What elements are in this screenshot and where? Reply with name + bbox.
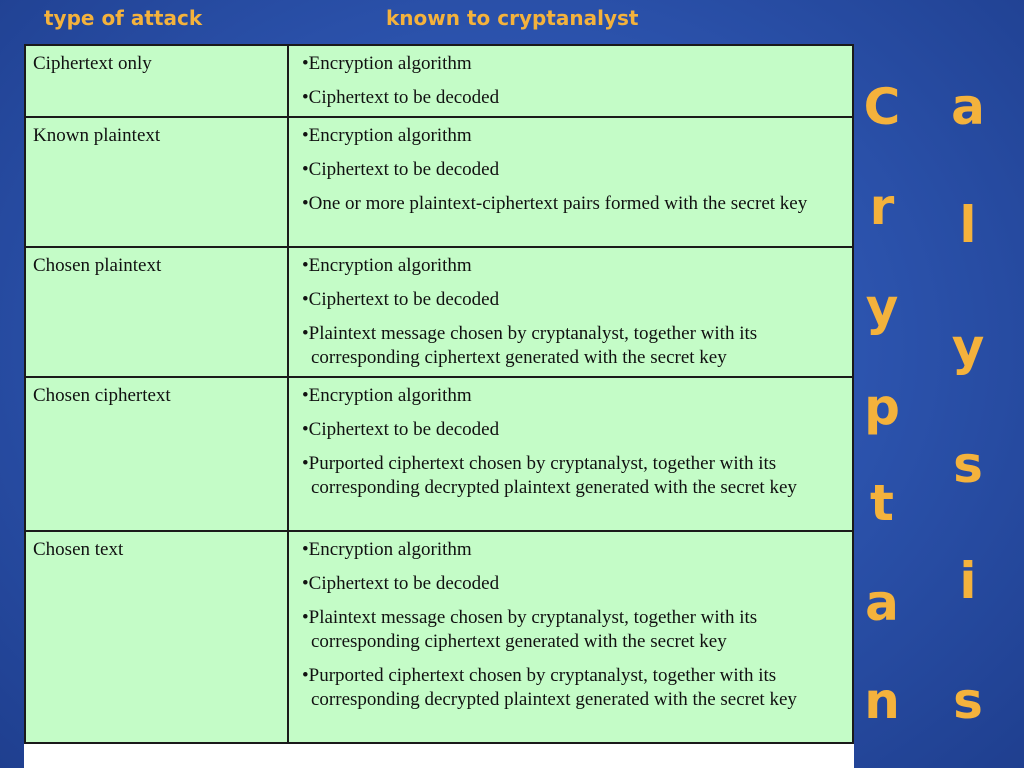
known-item: •Purported ciphertext chosen by cryptanalyst, together with its corresponding decrypted plaintext generated with the secret key: [302, 453, 797, 498]
known-item: •Ciphertext to be decoded: [302, 289, 500, 310]
attack-type-cell: Known plaintext: [25, 117, 288, 247]
title-letter: p: [864, 378, 900, 436]
title-letter: s: [953, 436, 983, 494]
attack-table-panel: [24, 44, 854, 768]
attack-types-table: [24, 44, 854, 744]
title-letter: n: [864, 672, 900, 730]
known-item: •Encryption algorithm: [302, 539, 472, 560]
title-letter: i: [959, 552, 977, 610]
attack-type-cell: Ciphertext only: [25, 45, 288, 117]
known-item: •Encryption algorithm: [302, 385, 472, 406]
known-item: •Plaintext message chosen by cryptanalyst, together with its corresponding ciphertext generated with the secret key: [302, 607, 758, 652]
title-letter: y: [951, 318, 985, 376]
attack-type-cell: Chosen ciphertext: [25, 377, 288, 531]
table-row: [25, 247, 853, 377]
table-row: [25, 117, 853, 247]
known-item: •Purported ciphertext chosen by cryptanalyst, together with its corresponding decrypted plaintext generated with the secret key: [302, 665, 797, 710]
table-row: [25, 377, 853, 531]
known-item: •Plaintext message chosen by cryptanalyst, together with its corresponding ciphertext generated with the secret key: [302, 323, 758, 368]
table-row: [25, 45, 853, 117]
attack-type-cell: Chosen plaintext: [25, 247, 288, 377]
known-item: •Ciphertext to be decoded: [302, 87, 500, 108]
known-info-cell: [288, 45, 853, 117]
known-item: •Encryption algorithm: [302, 255, 472, 276]
column-header-known: known to cryptanalyst: [386, 6, 639, 30]
title-letter: a: [951, 78, 985, 136]
title-letter: y: [865, 278, 899, 336]
title-letter: t: [870, 474, 894, 532]
known-info-cell: [288, 117, 853, 247]
title-letter: a: [865, 574, 899, 632]
known-item: •Encryption algorithm: [302, 53, 472, 74]
title-letter: C: [863, 78, 901, 136]
known-item: •Encryption algorithm: [302, 125, 472, 146]
known-info-cell: [288, 377, 853, 531]
table-row: [25, 531, 853, 743]
attack-type-cell: Chosen text: [25, 531, 288, 743]
known-item: •Ciphertext to be decoded: [302, 159, 500, 180]
known-item: •Ciphertext to be decoded: [302, 419, 500, 440]
column-header-attack: type of attack: [44, 6, 203, 30]
known-item: •Ciphertext to be decoded: [302, 573, 500, 594]
known-item: •One or more plaintext-ciphertext pairs formed with the secret key: [302, 193, 808, 214]
title-letter: s: [953, 672, 983, 730]
title-letter: r: [869, 178, 895, 236]
known-info-cell: [288, 531, 853, 743]
title-letter: l: [959, 196, 977, 254]
known-info-cell: [288, 247, 853, 377]
